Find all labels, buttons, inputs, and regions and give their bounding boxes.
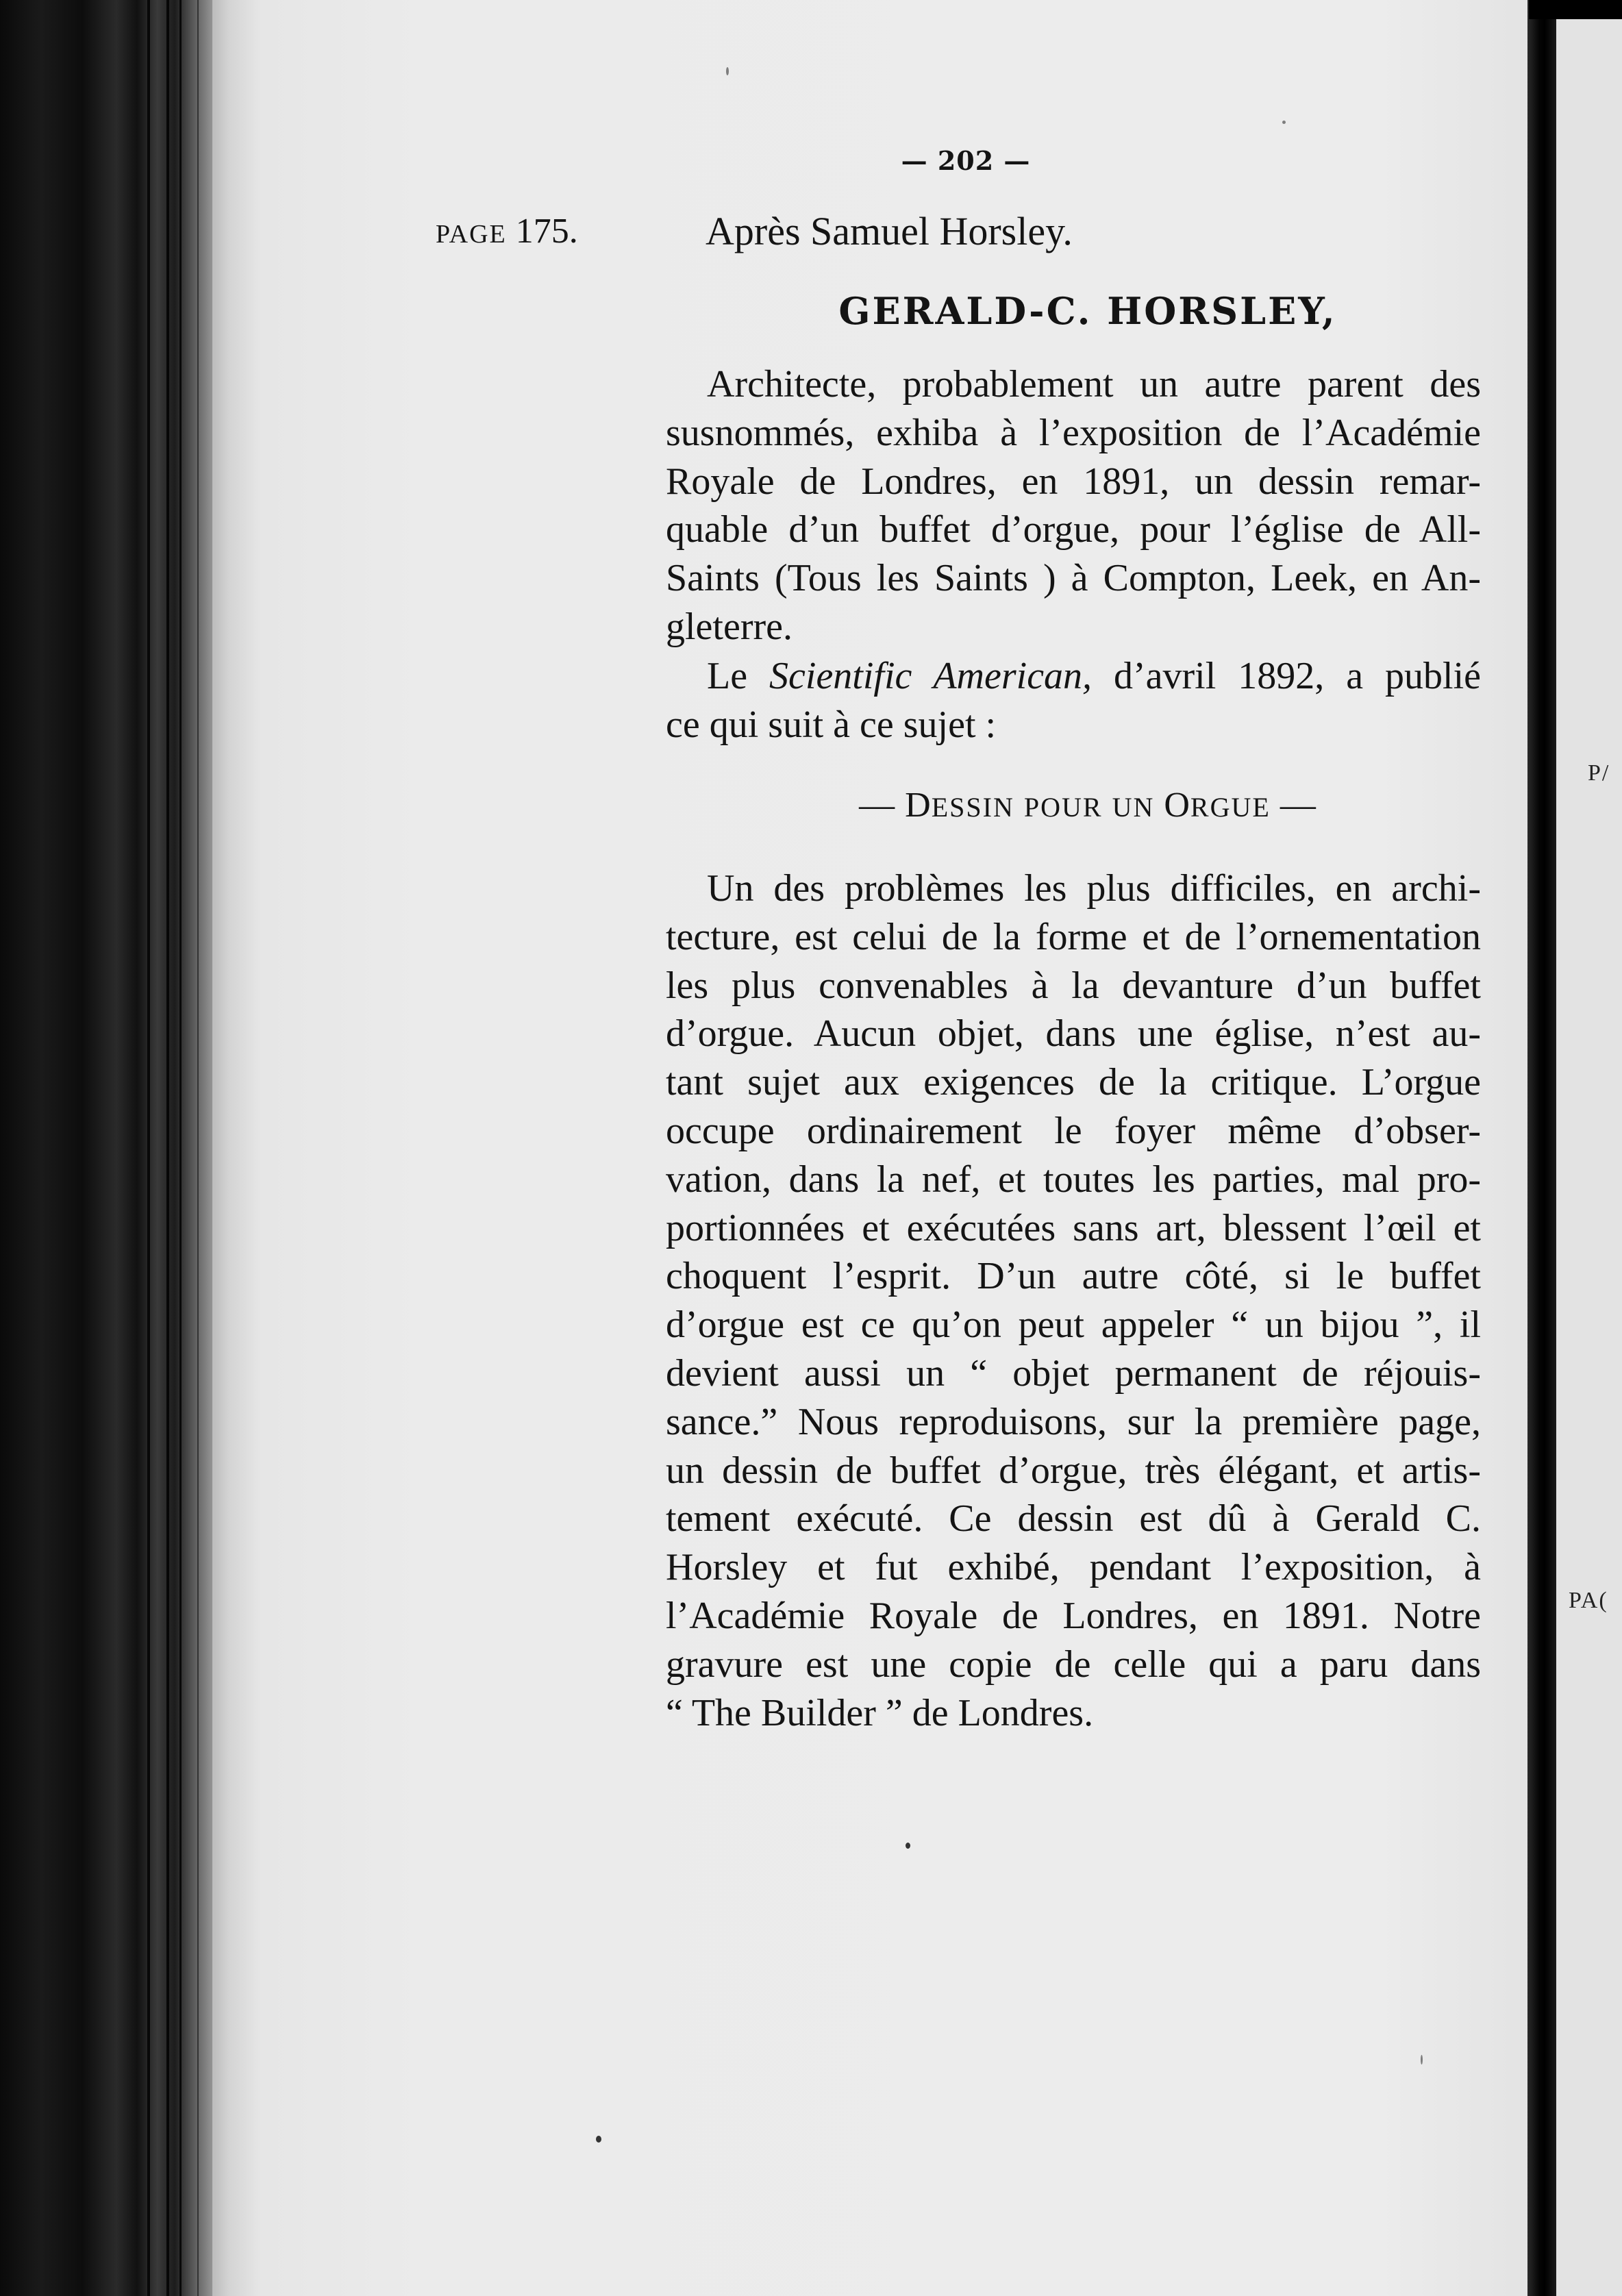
text-line: d’orgue. Aucun objet, dans une église, n’est au- <box>666 1012 1481 1056</box>
text-line: sance.” Nous reproduisons, sur la première page, <box>666 1400 1481 1443</box>
section-heading: GERALD-C. HORSLEY, <box>838 289 1337 333</box>
small-caps: UN <box>1112 792 1155 823</box>
small-caps: RGUE <box>1190 792 1271 823</box>
text-line: tement exécuté. Ce dessin est dû à Gerald C. <box>666 1497 1481 1540</box>
next-page-margin-note: P/ <box>1588 760 1610 786</box>
text-line: gleterre. <box>666 605 793 648</box>
citation-paragraph <box>666 652 1481 749</box>
text-line: tecture, est celui de la forme et de l’ornementation <box>666 915 1481 958</box>
text-line: ce qui suit à ce sujet : <box>666 703 997 746</box>
small-caps: POUR <box>1023 792 1103 823</box>
scan-speck <box>726 67 729 75</box>
section-title <box>666 785 1510 825</box>
scan-speck <box>1282 121 1286 124</box>
text-line: vation, dans la nef, et toutes les parties, mal pro- <box>666 1158 1481 1201</box>
scan-speck <box>906 1843 910 1849</box>
text-line: l’Académie Royale de Londres, en 1891. Notre <box>666 1594 1481 1637</box>
top-shadow <box>1529 0 1622 19</box>
page-reference-number: 175. <box>515 212 578 251</box>
text-line: Architecte, probablement un autre parent des <box>707 363 1481 405</box>
next-page-margin-note: PA( <box>1569 1588 1608 1613</box>
initial: D <box>905 786 932 825</box>
initial: O <box>1164 786 1190 825</box>
text-line: “ The Builder ” de Londres. <box>666 1691 1094 1734</box>
small-caps: ESSIN <box>931 792 1014 823</box>
intro-paragraph <box>666 360 1481 651</box>
next-page-edge <box>1556 0 1622 2296</box>
text-line: Horsley et fut exhibé, pendant l’exposition, à <box>666 1546 1481 1589</box>
subheading: Après Samuel Horsley. <box>706 209 1073 253</box>
body-paragraph <box>666 864 1481 1737</box>
text-line: occupe ordinairement le foyer même d’obser- <box>666 1109 1481 1152</box>
citation-text: d’avril 1892, a publié <box>1092 655 1482 697</box>
text-line <box>666 652 1481 701</box>
binding-gutter <box>0 0 226 2296</box>
scan-speck <box>1421 2055 1423 2064</box>
text-line: tant sujet aux exigences de la critique. L’orgue <box>666 1061 1481 1104</box>
scan-speck <box>596 2136 601 2143</box>
gutter-line <box>197 0 199 2296</box>
publication-title: Scientific American, <box>769 655 1093 697</box>
text-line: portionnées et exécutées sans art, blessent l’œil et <box>666 1206 1481 1249</box>
text-line: Royale de Londres, en 1891, un dessin remar- <box>666 460 1481 503</box>
text-line: d’orgue est ce qu’on peut appeler “ un bijou ”, il <box>666 1303 1481 1347</box>
gutter-line <box>166 0 169 2296</box>
citation-text: Le <box>707 655 770 697</box>
text-line: gravure est une copie de celle qui a paru dans <box>666 1643 1481 1686</box>
page-number: — 202 — <box>901 145 1031 176</box>
text-line: devient aussi un “ objet permanent de réjouis- <box>666 1351 1481 1395</box>
gutter-line <box>179 0 182 2296</box>
text-line: Saints (Tous les Saints ) à Compton, Leek, en An- <box>666 557 1481 600</box>
text-line: quable d’un buffet d’orgue, pour l’église de All- <box>666 508 1481 551</box>
page-reference <box>436 211 578 251</box>
dash: — <box>1280 786 1317 825</box>
text-line: un dessin de buffet d’orgue, très élégant, et artis- <box>666 1449 1481 1492</box>
text-line: choquent l’esprit. D’un autre côté, si le buffet <box>666 1255 1481 1298</box>
gutter-line <box>147 0 150 2296</box>
text-line: les plus convenables à la devanture d’un buffet <box>666 964 1481 1007</box>
text-line: susnommés, exhiba à l’exposition de l’Académie <box>666 411 1481 454</box>
text-line: Un des problèmes les plus difficiles, en archi- <box>707 867 1481 910</box>
dash: — <box>859 786 896 825</box>
page-spine <box>1527 0 1556 2296</box>
page-reference-label: PAGE <box>436 220 507 249</box>
